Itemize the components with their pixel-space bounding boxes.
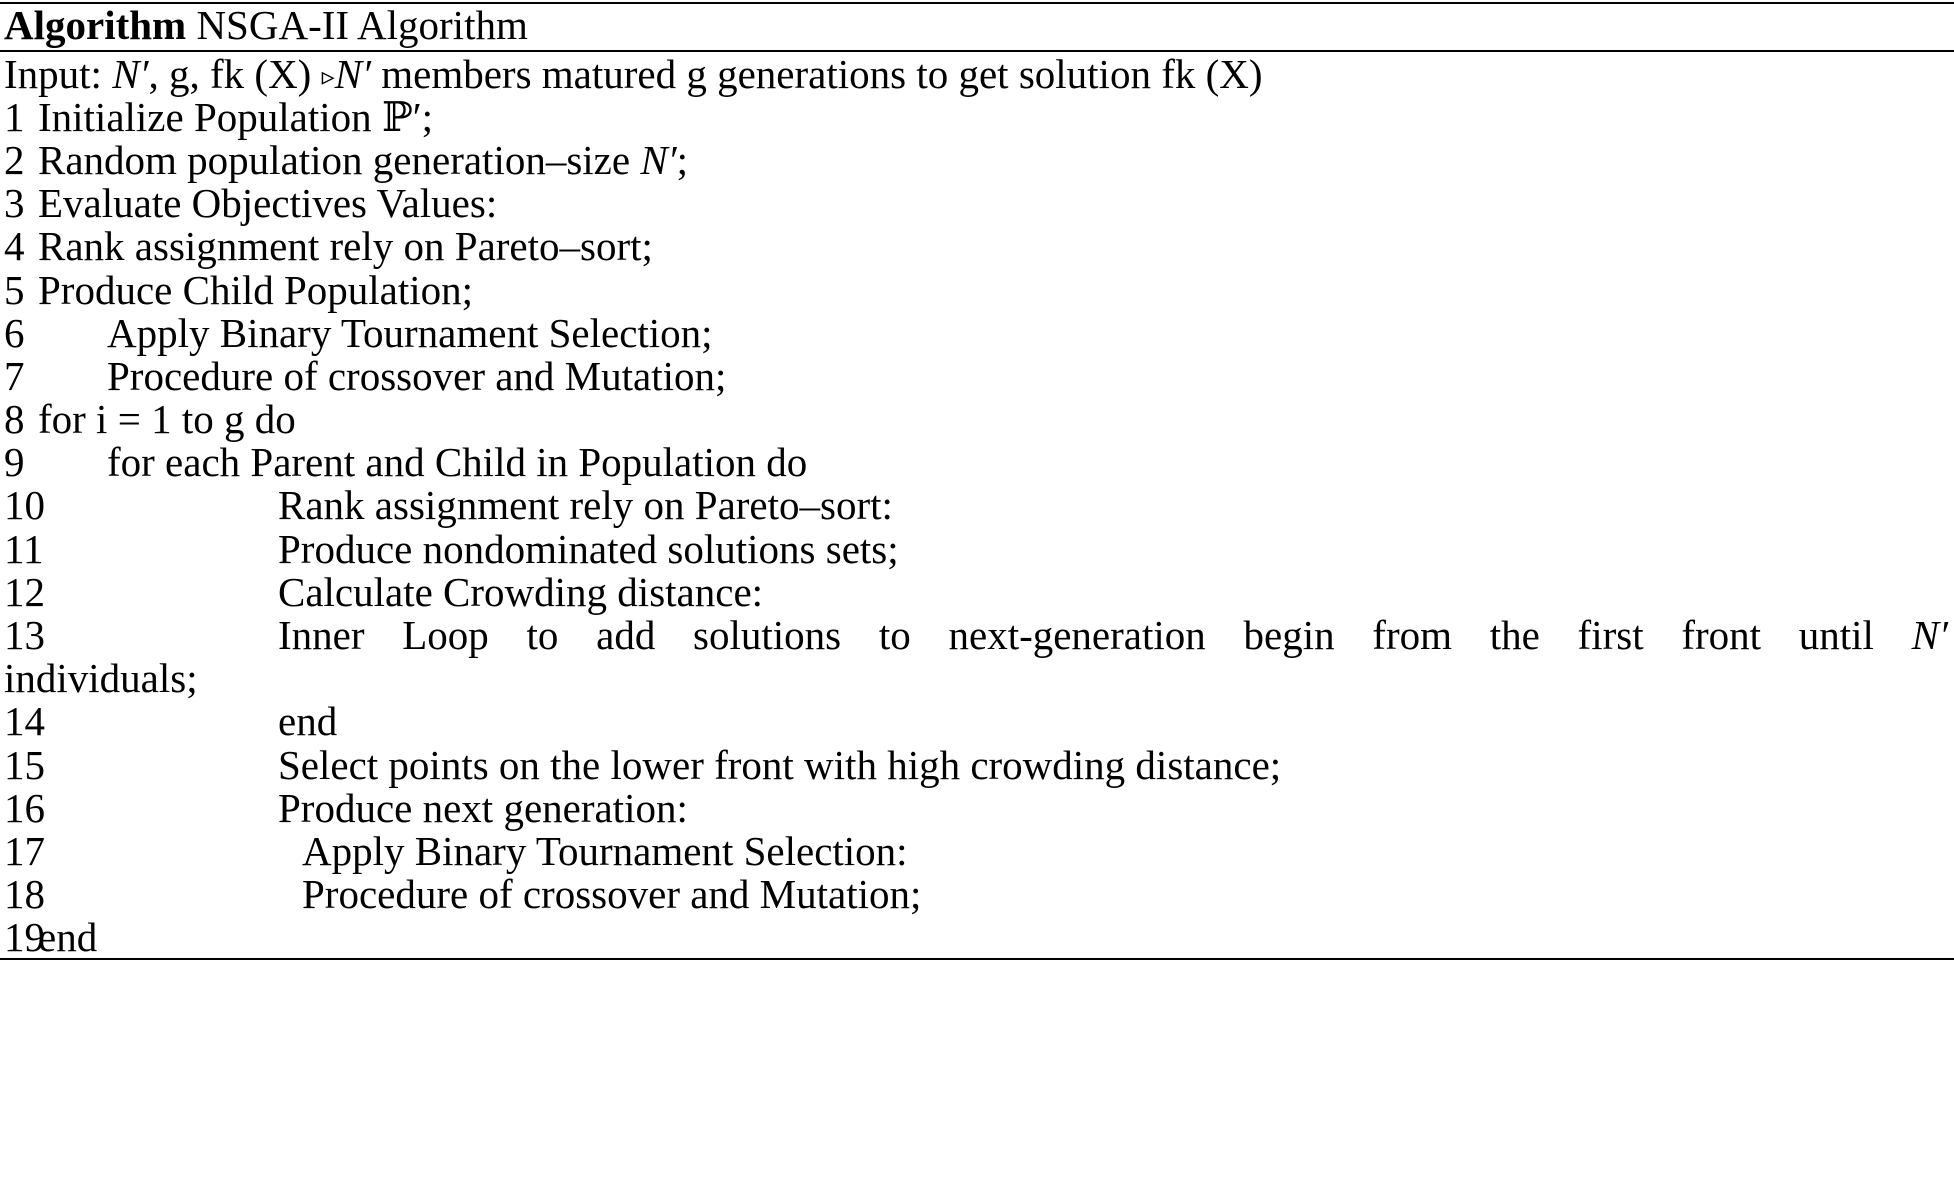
- algorithm-caption: [0, 0, 1954, 52]
- step-text: Random population generation–size: [38, 137, 641, 183]
- step-text-after: ;: [676, 137, 689, 183]
- step-number: 12: [4, 569, 45, 615]
- step-text: end: [38, 914, 98, 960]
- step-number: 17: [4, 828, 45, 874]
- step-number: 7: [4, 353, 25, 399]
- step-number: 14: [4, 698, 45, 744]
- step-text: Procedure of crossover and Mutation;: [107, 353, 727, 399]
- bottom-rule: [0, 958, 1954, 960]
- step-text: for each Parent and Child in Population do: [107, 439, 808, 485]
- step-number: 3: [4, 180, 25, 226]
- step-text: Produce next generation:: [278, 785, 688, 831]
- step-text: Initialize Population ℙ′;: [38, 94, 434, 140]
- input-label: Input:: [4, 51, 102, 97]
- step-number: 11: [4, 526, 44, 572]
- caption-keyword: Algorithm: [4, 2, 187, 48]
- step-text: Produce nondominated solutions sets;: [278, 526, 899, 572]
- input-params: , g, fk (X): [148, 51, 312, 97]
- step-text: for i = 1 to g do: [38, 396, 296, 442]
- step-math: N′: [1911, 612, 1948, 658]
- step-text: Inner Loop to add solutions to next-generation begin from the first front until: [278, 612, 1874, 658]
- input-comment: members matured g generations to get solution fk (X): [370, 51, 1263, 97]
- step-number: 5: [4, 267, 25, 313]
- step-text: end: [278, 698, 338, 744]
- step-line-19: [0, 910, 1954, 964]
- step-number: 16: [4, 785, 45, 831]
- step-number: 6: [4, 310, 25, 356]
- step-number: 9: [4, 439, 25, 485]
- step-text: Rank assignment rely on Pareto–sort:: [278, 482, 893, 528]
- step-text: Evaluate Objectives Values:: [38, 180, 498, 226]
- step-text: Procedure of crossover and Mutation;: [302, 871, 922, 917]
- step-number: 19: [4, 914, 45, 960]
- input-comment-math: N′: [334, 51, 371, 97]
- step-number: 2: [4, 137, 25, 183]
- step-continuation-text: individuals;: [4, 655, 198, 701]
- step-text: Produce Child Population;: [38, 267, 474, 313]
- caption-title: NSGA-II Algorithm: [196, 2, 528, 48]
- input-params-math: N′: [112, 51, 149, 97]
- step-number: 18: [4, 871, 45, 917]
- step-text: Apply Binary Tournament Selection:: [302, 828, 908, 874]
- step-number: 13: [4, 612, 45, 658]
- step-text: Calculate Crowding distance:: [278, 569, 764, 615]
- step-number: 8: [4, 396, 25, 442]
- step-text: Rank assignment rely on Pareto–sort;: [38, 223, 653, 269]
- step-math: N′: [640, 137, 677, 183]
- step-text: Select points on the lower front with high crowding distance;: [278, 742, 1282, 788]
- step-number: 4: [4, 223, 25, 269]
- step-number: 10: [4, 482, 45, 528]
- step-text: Apply Binary Tournament Selection;: [107, 310, 713, 356]
- step-number: 1: [4, 94, 25, 140]
- comment-triangle-icon: ▹: [321, 62, 335, 91]
- step-number: 15: [4, 742, 45, 788]
